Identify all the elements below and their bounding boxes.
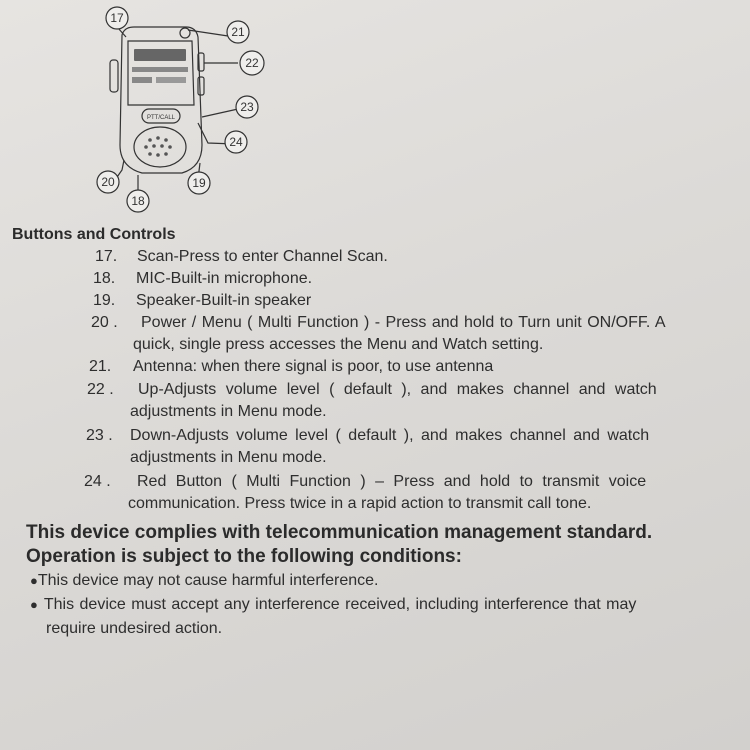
item-number: 22 . (87, 381, 114, 398)
item-number: 24 . (84, 473, 111, 490)
side-button-left (110, 60, 118, 92)
section-title: Buttons and Controls (12, 226, 176, 243)
display-digits (134, 49, 186, 61)
item-text: Speaker-Built-in speaker (136, 292, 312, 309)
callout-22 (240, 51, 264, 75)
callout-17 (106, 7, 128, 29)
callout-23 (236, 96, 258, 118)
item-text-continuation: quick, single press accesses the Menu and Watch setting. (133, 336, 544, 353)
svg-text:22: 22 (245, 56, 259, 70)
item-text: Red Button ( Multi Function ) – Press and hold to transmit voice (137, 473, 647, 490)
svg-text:19: 19 (192, 176, 206, 190)
item-text-continuation: adjustments in Menu mode. (130, 403, 327, 420)
item-number: 19. (93, 292, 116, 309)
callout-20 (97, 171, 119, 193)
item-text: Down-Adjusts volume level ( default ), and makes channel and watch (130, 427, 650, 444)
svg-text:20: 20 (101, 175, 115, 189)
list-item (0, 290, 750, 312)
list-item (0, 268, 750, 290)
svg-text:23: 23 (240, 100, 254, 114)
list-item (0, 312, 750, 356)
item-text: Power / Menu ( Multi Function ) - Press and hold to Turn unit ON/OFF. A (141, 314, 666, 331)
svg-text:17: 17 (110, 11, 124, 25)
item-text-continuation: adjustments in Menu mode. (130, 449, 327, 466)
item-text: Scan-Press to enter Channel Scan. (137, 248, 388, 265)
item-number: 23 . (86, 427, 113, 444)
item-text-continuation: communication. Press twice in a rapid action to transmit call tone. (128, 495, 592, 512)
item-text: Antenna: when there signal is poor, to use antenna (133, 358, 494, 375)
bullet-item (30, 569, 730, 593)
list-item (0, 246, 750, 268)
svg-text:18: 18 (131, 194, 145, 208)
bullet-dot-icon: ● (30, 597, 38, 612)
svg-text:21: 21 (231, 25, 245, 39)
device-body (120, 27, 202, 173)
item-text: MIC-Built-in microphone. (136, 270, 313, 287)
list-item (0, 379, 750, 423)
svg-text:24: 24 (229, 135, 243, 149)
list-item (0, 471, 750, 515)
bullet-dot-icon: ● (30, 573, 38, 588)
bullet-text: This device may not cause harmful interference. (37, 572, 379, 589)
list-item (0, 425, 750, 469)
item-number: 20 . (91, 314, 118, 331)
item-number: 17. (95, 248, 118, 265)
side-button-right-lower (198, 77, 204, 95)
bullet-text: This device must accept any interference received, including interference that may (43, 596, 637, 613)
ptt-label: PTT/CALL (146, 115, 176, 121)
device-diagram (90, 5, 290, 215)
compliance-notice-line2: Operation is subject to the following conditions: (26, 546, 462, 567)
list-item (0, 356, 750, 378)
bullet-text-continuation: require undesired action. (46, 620, 223, 637)
callout-21 (227, 21, 249, 43)
item-text: Up-Adjusts volume level ( default ), and makes channel and watch (138, 381, 657, 398)
callout-24 (225, 131, 247, 153)
item-number: 21. (89, 358, 112, 375)
callout-19 (188, 172, 210, 194)
item-number: 18. (93, 270, 116, 287)
bullet-item (30, 593, 745, 641)
speaker-grill (134, 127, 186, 167)
callout-18 (127, 190, 149, 212)
compliance-notice-line1: This device complies with telecommunication management standard. (26, 522, 653, 543)
